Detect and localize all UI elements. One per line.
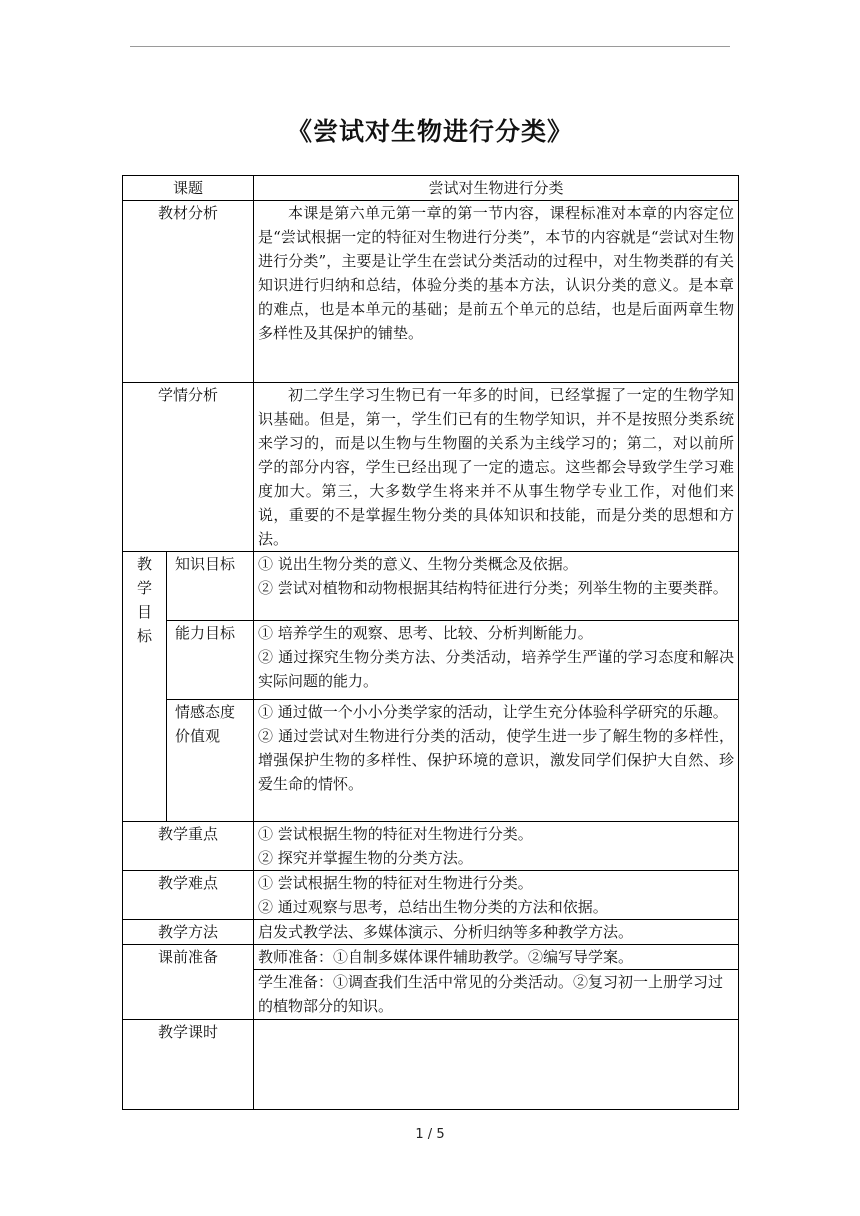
difficulties-label: 教学难点 xyxy=(123,871,254,920)
ability-goal-label: 能力目标 xyxy=(167,621,254,700)
teaching-goals-char: 标 xyxy=(136,627,152,645)
periods-label: 教学课时 xyxy=(123,1020,254,1110)
teaching-goals-label xyxy=(123,552,167,822)
row-periods xyxy=(123,1020,739,1110)
key-points-label: 教学重点 xyxy=(123,822,254,871)
teaching-goals-char: 学 xyxy=(136,579,152,597)
topic-label: 课题 xyxy=(123,176,254,201)
row-student-analysis xyxy=(123,383,739,552)
knowledge-goal-label: 知识目标 xyxy=(167,552,254,621)
row-goal-knowledge xyxy=(123,552,739,621)
header-rule xyxy=(130,46,730,47)
methods-label: 教学方法 xyxy=(123,920,254,945)
difficulty-item: ② 通过观察与思考，总结出生物分类的方法和依据。 xyxy=(258,898,608,916)
row-methods xyxy=(123,920,739,945)
key-point-item: ① 尝试根据生物的特征对生物进行分类。 xyxy=(258,825,533,843)
row-key-points xyxy=(123,822,739,871)
key-points-cell xyxy=(254,822,739,871)
key-point-item: ② 探究并掌握生物的分类方法。 xyxy=(258,849,473,867)
difficulties-cell xyxy=(254,871,739,920)
methods-text: 启发式教学法、多媒体演示、分析归纳等多种教学方法。 xyxy=(254,920,739,945)
knowledge-goal-item: ② 尝试对植物和动物根据其结构特征进行分类；列举生物的主要类群。 xyxy=(258,579,728,597)
emotion-goal-label-line: 价值观 xyxy=(175,727,221,745)
emotion-goal-item: ② 通过尝试对生物进行分类的活动，使学生进一步了解生物的多样性，增强保护生物的多样性、保护环境的意识，激发同学们保护大自然、珍爱生命的情怀。 xyxy=(258,727,735,793)
ability-goal-item: ① 培养学生的观察、思考、比较、分析判断能力。 xyxy=(258,624,593,642)
student-analysis-label: 学情分析 xyxy=(123,383,254,552)
difficulty-item: ① 尝试根据生物的特征对生物进行分类。 xyxy=(258,874,533,892)
ability-goal-cell xyxy=(254,621,739,700)
emotion-goal-label xyxy=(167,700,254,822)
row-goal-ability xyxy=(123,621,739,700)
ability-goal-item: ② 通过探究生物分类方法、分类活动，培养学生严谨的学习态度和解决实际问题的能力。 xyxy=(258,648,735,690)
knowledge-goal-cell xyxy=(254,552,739,621)
document-title: 《尝试对生物进行分类》 xyxy=(286,117,573,146)
row-topic xyxy=(123,176,739,201)
student-analysis-cell xyxy=(254,383,739,552)
teaching-goals-char: 教 xyxy=(136,555,152,573)
emotion-goal-cell xyxy=(254,700,739,822)
page-number: 1 / 5 xyxy=(415,1127,445,1142)
emotion-goal-label-line: 情感态度 xyxy=(175,703,236,721)
material-analysis-label: 教材分析 xyxy=(123,201,254,383)
emotion-goal-item: ① 通过做一个小小分类学家的活动，让学生充分体验科学研究的乐趣。 xyxy=(258,703,728,721)
row-goal-emotion xyxy=(123,700,739,822)
topic-value: 尝试对生物进行分类 xyxy=(254,176,739,201)
material-analysis-cell xyxy=(254,201,739,383)
preparation-student-text: 学生准备：①调查我们生活中常见的分类活动。②复习初一上册学习过的植物部分的知识。 xyxy=(254,970,739,1020)
student-analysis-text: 初二学生学习生物已有一年多的时间，已经掌握了一定的生物学知识基础。但是，第一，学生们已有的生物学知识，并不是按照分类系统来学习的，而是以生物与生物圈的关系为主线学习的；第二，对以前所学的部分内容，学生已经出现了一定的遗忘。这些都会导致学生学习难度加大。第三，大多数学生将来并不从事生物学专业工作，对他们来说，重要的不是掌握生物分类的具体知识和技能，而是分类的思想和方法。 xyxy=(258,386,735,548)
preparation-label: 课前准备 xyxy=(123,945,254,1020)
row-material-analysis xyxy=(123,201,739,383)
row-preparation-teacher xyxy=(123,945,739,970)
row-difficulties xyxy=(123,871,739,920)
periods-value xyxy=(254,1020,739,1110)
preparation-teacher-text: 教师准备：①自制多媒体课件辅助教学。②编写导学案。 xyxy=(254,945,739,970)
teaching-goals-char: 目 xyxy=(136,603,152,621)
lesson-plan-table xyxy=(122,175,739,1110)
material-analysis-text: 本课是第六单元第一章的第一节内容，课程标准对本章的内容定位是“尝试根据一定的特征对生物进行分类”，本节的内容就是“尝试对生物进行分类”，主要是让学生在尝试分类活动的过程中，对生物类群的有关知识进行归纳和总结，体验分类的基本方法，认识分类的意义。是本章的难点，也是本单元的基础；是前五个单元的总结，也是后面两章生物多样性及其保护的铺垫。 xyxy=(258,204,735,342)
knowledge-goal-item: ① 说出生物分类的意义、生物分类概念及依据。 xyxy=(258,555,578,573)
